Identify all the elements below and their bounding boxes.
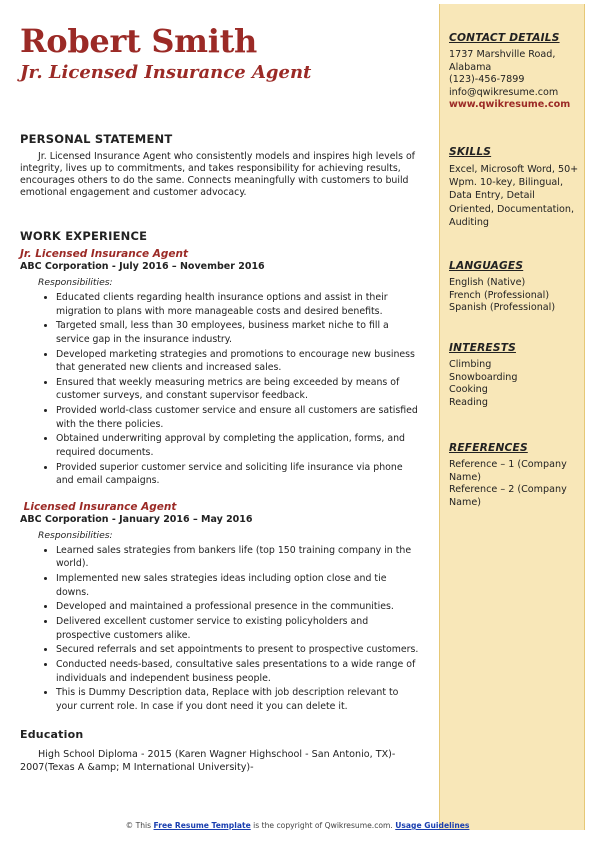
responsibilities-list — [20, 291, 420, 488]
usage-guidelines-link[interactable]: Usage Guidelines — [395, 821, 470, 830]
job-title: Jr. Licensed Insurance Agent — [20, 248, 188, 260]
list-item: • Secured referrals and set appointments to present to prospective customers. — [56, 643, 420, 657]
list-item: • Implemented new sales strategies ideas including option close and tie downs. — [56, 572, 420, 599]
job-title: Licensed Insurance Agent — [20, 500, 177, 513]
reference-item: Reference – 2 (Company Name) — [449, 484, 567, 508]
work-experience-section — [20, 229, 420, 774]
list-item: • Conducted needs-based, consultative sales presentations to a wide range of individuals and independent business people. — [56, 658, 420, 685]
list-item: • Developed and maintained a professional presence in the communities. — [56, 600, 420, 614]
job-entry — [20, 501, 420, 714]
contact-website-link[interactable]: www.qwikresume.com — [449, 99, 571, 111]
candidate-name: Robert Smith — [20, 22, 258, 60]
language-item: English (Native) — [449, 277, 526, 288]
references-section — [449, 442, 581, 509]
list-item: • Learned sales strategies from bankers life (top 150 training company in the world). — [56, 544, 420, 571]
languages-section — [449, 260, 581, 315]
responsibilities-label: Responsibilities: — [38, 529, 113, 541]
list-item: • Obtained underwriting approval by completing the application, forms, and required documents. — [56, 432, 420, 459]
interest-item: Snowboarding — [449, 371, 518, 383]
list-item: • Provided world-class customer service and ensure all customers are satisfied with the there policies. — [56, 404, 420, 431]
list-item: • Ensured that weekly measuring metrics are being exceeded by means of customer surveys, and constant supervisor feedback. — [56, 376, 420, 403]
contact-heading: CONTACT DETAILS — [449, 32, 560, 44]
education-section — [20, 728, 420, 774]
personal-statement-text: Jr. Licensed Insurance Agent who consistently models and inspires high levels of integrity, lives up to commitments, and takes responsibility for achieving results, encourages others to do the same. Connects meaningfully with customers to build emotional engagement and customer advocacy. — [20, 151, 415, 198]
education-text: High School Diploma - 2015 (Karen Wagner Highschool - San Antonio, TX)- 2007(Texas A &amp; M International University)- — [20, 748, 396, 773]
job-entry — [20, 248, 420, 488]
skills-text: Excel, Microsoft Word, 50+ Wpm. 10-key, Bilingual, Data Entry, Detail Oriented, Documentation, Auditing — [449, 164, 579, 228]
main-column — [20, 22, 420, 773]
interest-item: Climbing — [449, 359, 492, 370]
education-heading: Education — [20, 727, 84, 741]
list-item: • Educated clients regarding health insurance options and assist in their migration to plans with more manageable costs and desired benefits. — [56, 291, 420, 318]
free-resume-template-link[interactable]: Free Resume Template — [153, 821, 251, 830]
list-item: • Provided superior customer service and soliciting life insurance via phone and email campaigns. — [56, 461, 420, 488]
contact-address: 1737 Marshville Road, Alabama — [449, 49, 556, 73]
contact-phone: (123)-456-7899 — [449, 74, 525, 86]
interest-item: Cooking — [449, 384, 488, 396]
interests-section — [449, 342, 581, 409]
candidate-title: Jr. Licensed Insurance Agent — [20, 62, 312, 83]
personal-statement-section — [20, 132, 420, 199]
list-item: • Developed marketing strategies and promotions to encourage new business that generated new clients and increased sales. — [56, 348, 420, 375]
contact-email[interactable]: info@qwikresume.com — [449, 86, 559, 98]
language-item: French (Professional) — [449, 289, 550, 301]
languages-heading: LANGUAGES — [449, 260, 524, 272]
footer-prefix: © This — [125, 821, 154, 830]
references-heading: REFERENCES — [449, 442, 528, 454]
contact-section — [449, 32, 581, 112]
job-company-dates: ABC Corporation - January 2016 – May 2016 — [20, 513, 253, 525]
skills-section — [449, 146, 581, 229]
interest-item: Reading — [449, 396, 488, 408]
footer-copyright-text: is the copyright of Qwikresume.com. — [250, 821, 396, 830]
footer — [0, 821, 595, 830]
job-company-dates: ABC Corporation - July 2016 – November 2016 — [20, 261, 265, 272]
reference-item: Reference – 1 (Company Name) — [449, 459, 567, 483]
personal-statement-heading: PERSONAL STATEMENT — [20, 132, 173, 146]
list-item: • Targeted small, less than 30 employees, business market niche to fill a service gap in the insurance industry. — [56, 319, 420, 346]
work-experience-heading: WORK EXPERIENCE — [20, 229, 148, 243]
list-item: • Delivered excellent customer service to existing policyholders and prospective customers alike. — [56, 615, 420, 642]
language-item: Spanish (Professional) — [449, 302, 556, 314]
skills-heading: SKILLS — [449, 146, 492, 158]
responsibilities-list — [20, 544, 420, 714]
sidebar — [439, 4, 585, 830]
interests-heading: INTERESTS — [449, 342, 516, 354]
list-item: • This is Dummy Description data, Replace with job description relevant to your current role. In case if you dont need it you can delete it. — [56, 686, 420, 713]
responsibilities-label: Responsibilities: — [38, 277, 113, 288]
